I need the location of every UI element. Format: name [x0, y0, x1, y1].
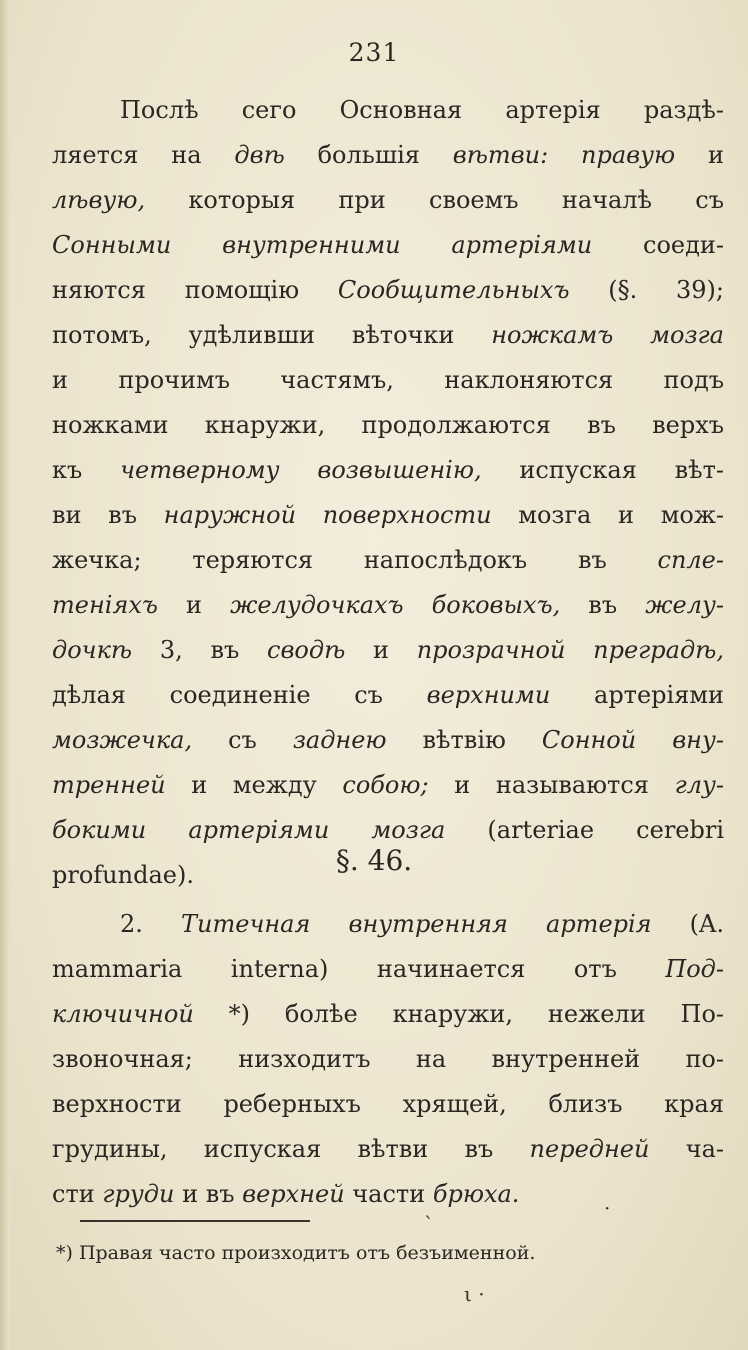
italic-term: Сонными внутренними артеріями — [52, 231, 593, 259]
italic-term: Сонной вну- — [541, 726, 725, 754]
italic-term: заднею — [292, 726, 387, 754]
text-run: жечка; теряются напослѣдокъ въ — [52, 546, 658, 574]
text-run: mammaria interna) начинается отъ — [52, 955, 666, 983]
text-line — [52, 178, 724, 223]
text-run: части — [344, 1180, 433, 1208]
text-run: ляется на — [52, 141, 235, 169]
italic-term: наружной поверхности — [163, 501, 492, 529]
text-run: и прочимъ частямъ, наклоняются подъ — [52, 366, 724, 394]
italic-term: вѣтви: правую — [452, 141, 676, 169]
text-run: profundae). — [52, 861, 194, 889]
text-line — [52, 403, 724, 448]
text-line — [52, 493, 724, 538]
italic-term: сводѣ — [267, 636, 346, 664]
text-line — [52, 628, 724, 673]
text-line — [52, 313, 724, 358]
text-line — [52, 1172, 724, 1217]
text-run: верхности реберныхъ хрящей, близъ края — [52, 1090, 724, 1118]
text-run: няются помощію — [52, 276, 338, 304]
text-run: испуская вѣт- — [481, 456, 725, 484]
ink-smudge: ` — [424, 1212, 434, 1236]
text-run: грудины, испуская вѣтви въ — [52, 1135, 530, 1163]
page-binding-edge — [0, 0, 10, 1350]
italic-term: тренней — [52, 771, 166, 799]
text-line — [52, 88, 724, 133]
text-run: ви въ — [52, 501, 164, 529]
footnote-divider — [80, 1220, 310, 1222]
italic-term: Сообщительныхъ — [337, 276, 570, 304]
ink-smudge: · — [604, 1196, 611, 1220]
text-run: *) болѣе кнаружи, нежели По- — [193, 1000, 724, 1028]
text-line — [52, 448, 724, 493]
footnote: *) Правая часто произходитъ отъ безъименной. — [56, 1242, 536, 1264]
text-line — [52, 538, 724, 583]
italic-term: брюха. — [432, 1180, 520, 1208]
italic-term: спле- — [657, 546, 724, 574]
text-run: и — [345, 636, 417, 664]
ink-smudge: ι · — [464, 1282, 485, 1306]
italic-term: передней — [529, 1135, 650, 1163]
text-run: и въ — [174, 1180, 243, 1208]
text-line — [52, 718, 724, 763]
text-line — [52, 1082, 724, 1127]
italic-term: ключичной — [52, 1000, 194, 1028]
text-run: звоночная; низходитъ на внутренней по- — [52, 1045, 724, 1073]
text-run: 2. — [120, 910, 182, 938]
text-run: и между — [165, 771, 343, 799]
italic-term: прозрачной преградѣ, — [416, 636, 724, 664]
text-line — [52, 673, 724, 718]
italic-term: желу- — [645, 591, 724, 619]
italic-term: четверному возвышенію, — [120, 456, 482, 484]
text-line — [52, 902, 724, 947]
paragraph-2 — [52, 902, 724, 1217]
text-run: въ — [560, 591, 646, 619]
text-run: съ — [192, 726, 293, 754]
text-run: (§. 39); — [569, 276, 724, 304]
text-line — [52, 358, 724, 403]
italic-term: груди — [102, 1180, 175, 1208]
paragraph-1 — [52, 88, 724, 898]
text-run: дѣлая соединеніе съ — [52, 681, 427, 709]
text-run: и называются — [428, 771, 675, 799]
italic-term: верхними — [426, 681, 551, 709]
text-run: къ — [52, 456, 121, 484]
italic-term: дочкѣ — [52, 636, 133, 664]
italic-term: глу- — [674, 771, 725, 799]
text-run: 3, въ — [132, 636, 267, 664]
italic-term: бокими артеріями мозга — [52, 816, 446, 844]
text-line — [52, 1127, 724, 1172]
italic-term: Титечная внутренняя артерія — [181, 910, 652, 938]
italic-term: собою; — [342, 771, 429, 799]
text-line — [52, 992, 724, 1037]
text-run: соеди- — [592, 231, 724, 259]
text-line — [52, 133, 724, 178]
text-run: Послѣ сего Основная артерія раздѣ- — [120, 96, 724, 124]
text-run: сти — [52, 1180, 103, 1208]
italic-term: ножкамъ мозга — [491, 321, 724, 349]
page-number: 231 — [348, 38, 400, 67]
text-line — [52, 268, 724, 313]
italic-term: теніяхъ — [52, 591, 158, 619]
italic-term: желудочкахъ боковыхъ, — [230, 591, 561, 619]
italic-term: двѣ — [234, 141, 285, 169]
section-heading: §. 46. — [335, 844, 413, 877]
text-run: артеріями — [550, 681, 724, 709]
text-run: мозга и мож- — [491, 501, 725, 529]
italic-term: мозжечка, — [52, 726, 193, 754]
italic-term: лѣвую, — [52, 186, 146, 214]
text-run: ножками кнаружи, продолжаются въ верхъ — [52, 411, 724, 439]
text-run: потомъ, удѣливши вѣточки — [52, 321, 492, 349]
text-run: и — [157, 591, 231, 619]
text-run: большія — [284, 141, 453, 169]
text-run: которыя при своемъ началѣ съ — [145, 186, 724, 214]
text-line — [52, 947, 724, 992]
text-line — [52, 1037, 724, 1082]
text-run: (arteriae cerebri — [445, 816, 724, 844]
text-run: вѣтвію — [386, 726, 542, 754]
text-line — [52, 583, 724, 628]
italic-term: Под- — [665, 955, 724, 983]
text-line — [52, 763, 724, 808]
italic-term: верхней — [242, 1180, 345, 1208]
text-line — [52, 223, 724, 268]
text-run: ча- — [649, 1135, 724, 1163]
text-run: (A. — [651, 910, 725, 938]
text-run: и — [675, 141, 724, 169]
